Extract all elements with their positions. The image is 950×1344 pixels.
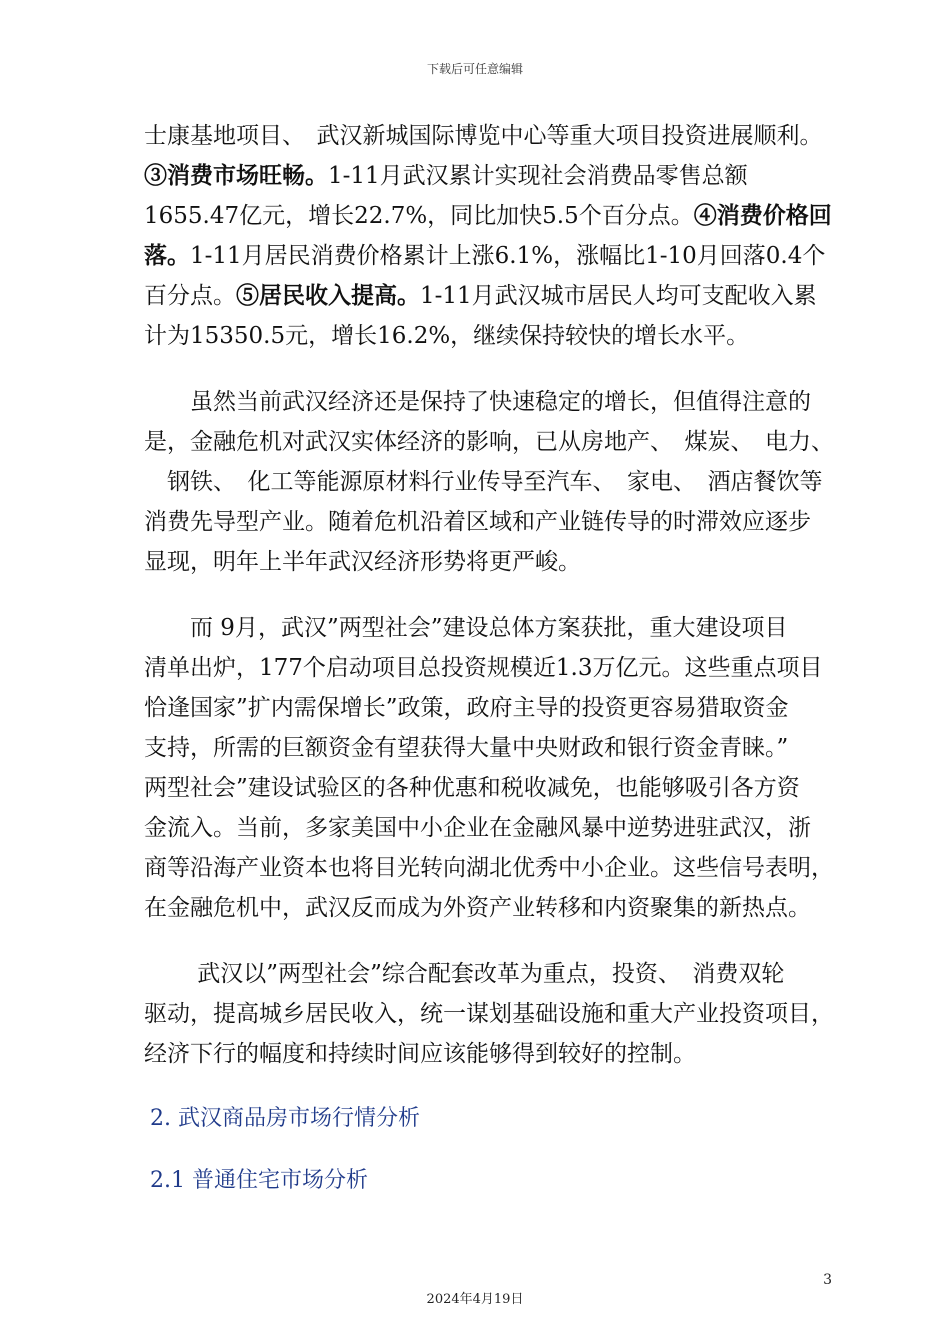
text-line: 而 9月，武汉”两型社会”建设总体方案获批，重大建设项目 <box>144 615 788 641</box>
text-line: 恰逢国家”扩内需保增长”政策，政府主导的投资更容易猎取资金 <box>144 695 789 721</box>
text-line: 两型社会”建设试验区的各种优惠和税收减免，也能够吸引各方资 <box>144 775 800 801</box>
paragraph-4 <box>144 954 834 1074</box>
text-run: 1-11月武汉城市居民人均可支配收入累 <box>420 283 817 309</box>
paragraph-spacer <box>144 582 834 608</box>
page-header: 下载后可任意编辑 <box>426 62 523 76</box>
document-body <box>144 116 834 1200</box>
text-run: 1655.47亿元，增长22.7%，同比加快5.5个百分点。 <box>144 203 694 229</box>
text-line: 在金融危机中，武汉反而成为外资产业转移和内资聚集的新热点。 <box>144 895 811 921</box>
page-number: 3 <box>823 1272 832 1288</box>
text-run: 1-11月武汉累计实现社会消费品零售总额 <box>328 163 748 189</box>
text-line <box>144 196 834 236</box>
paragraph-2 <box>144 382 834 582</box>
text-line: 钢铁、 化工等能源原材料行业传导至汽车、 家电、 酒店餐饮等 <box>144 469 823 495</box>
text-run: 1-11月居民消费价格累计上涨6.1%，涨幅比1-10月回落0.4个 <box>190 243 826 269</box>
text-line: 显现，明年上半年武汉经济形势将更严峻。 <box>144 549 581 575</box>
text-line: 士康基地项目、 武汉新城国际博览中心等重大项目投资进展顺利。 <box>144 123 823 149</box>
text-line <box>144 236 834 276</box>
text-line: 消费先导型产业。随着危机沿着区域和产业链传导的时滞效应逐步 <box>144 509 811 535</box>
text-line <box>144 156 834 196</box>
bold-lead: 落。 <box>144 242 190 269</box>
text-line <box>144 276 834 316</box>
text-line: 清单出炉，177个启动项目总投资规模近1.3万亿元。这些重点项目 <box>144 655 823 681</box>
text-line: 是，金融危机对武汉实体经济的影响，已从房地产、 煤炭、 电力、 <box>144 429 834 455</box>
bold-lead: ③消费市场旺畅。 <box>144 162 328 189</box>
bold-lead: ④消费价格回 <box>693 202 832 229</box>
paragraph-spacer <box>144 356 834 382</box>
text-line: 驱动，提高城乡居民收入，统一谋划基础设施和重大产业投资项目， <box>144 1001 834 1027</box>
text-line: 商等沿海产业资本也将目光转向湖北优秀中小企业。这些信号表明， <box>144 855 834 881</box>
paragraph-3 <box>144 608 834 928</box>
section-heading: 2. 武汉商品房市场行情分析 <box>150 1106 420 1131</box>
subsection-heading: 2.1 普通住宅市场分析 <box>150 1168 368 1193</box>
text-line: 经济下行的幅度和持续时间应该能够得到较好的控制。 <box>144 1041 696 1067</box>
text-line: 虽然当前武汉经济还是保持了快速稳定的增长，但值得注意的 <box>144 389 811 415</box>
text-line: 计为15350.5元，增长16.2%，继续保持较快的增长水平。 <box>144 323 750 349</box>
bold-lead: ⑤居民收入提高。 <box>236 282 420 309</box>
text-line: 支持，所需的巨额资金有望获得大量中央财政和银行资金青睐。” <box>144 735 789 761</box>
paragraph-1 <box>144 116 834 356</box>
text-line: 金流入。当前，多家美国中小企业在金融风暴中逆势进驻武汉，浙 <box>144 815 811 841</box>
text-line: 武汉以”两型社会”综合配套改革为重点，投资、 消费双轮 <box>144 961 785 987</box>
paragraph-spacer <box>144 928 834 954</box>
page-footer-date: 2024年4月19日 <box>426 1292 524 1307</box>
text-run: 百分点。 <box>144 283 236 309</box>
